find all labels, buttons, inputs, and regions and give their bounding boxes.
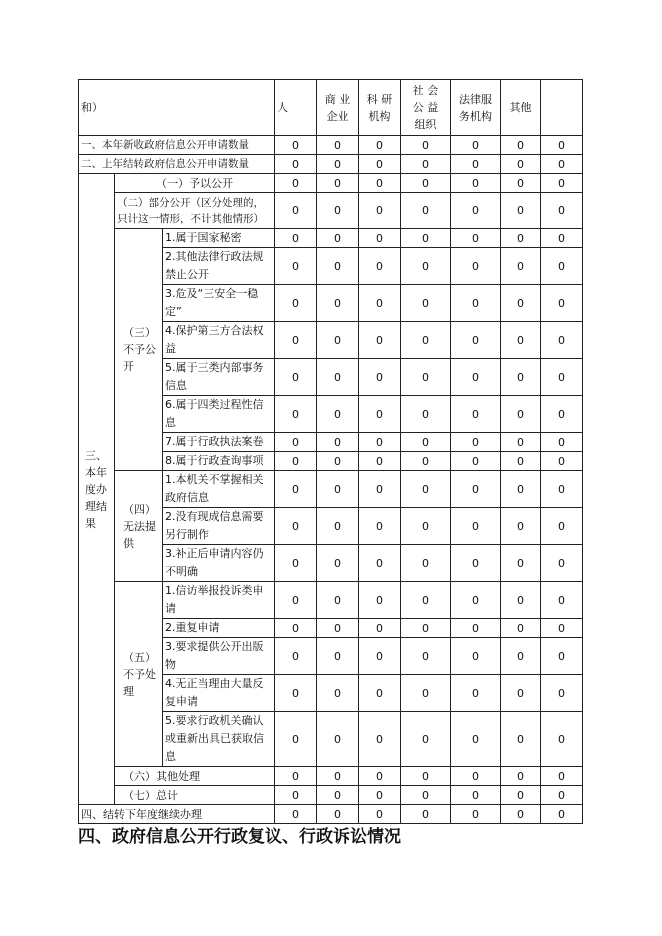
value-cell: 0 — [501, 619, 541, 638]
table-row — [79, 582, 583, 619]
value-cell: 0 — [541, 433, 583, 452]
value-cell: 0 — [401, 136, 451, 155]
row-label: 2.其他法律行政法规禁止公开 — [163, 248, 275, 285]
value-cell: 0 — [359, 285, 401, 322]
table-row — [79, 767, 583, 786]
value-cell: 0 — [317, 433, 359, 452]
value-cell: 0 — [359, 471, 401, 508]
value-cell: 0 — [501, 582, 541, 619]
value-cell: 0 — [275, 155, 317, 174]
table-row — [79, 471, 583, 508]
row-label: 四、结转下年度继续办理 — [79, 805, 275, 824]
value-cell: 0 — [401, 229, 451, 248]
value-cell: 0 — [451, 805, 501, 824]
value-cell: 0 — [541, 582, 583, 619]
value-cell: 0 — [541, 786, 583, 805]
value-cell: 0 — [501, 508, 541, 545]
value-cell: 0 — [451, 285, 501, 322]
value-cell: 0 — [275, 786, 317, 805]
value-cell: 0 — [359, 545, 401, 582]
value-cell: 0 — [501, 805, 541, 824]
value-cell: 0 — [451, 396, 501, 433]
value-cell: 0 — [275, 508, 317, 545]
value-cell: 0 — [451, 638, 501, 675]
value-cell: 0 — [401, 767, 451, 786]
value-cell: 0 — [541, 396, 583, 433]
value-cell: 0 — [451, 545, 501, 582]
value-cell: 0 — [317, 638, 359, 675]
value-cell: 0 — [451, 248, 501, 285]
value-cell: 0 — [317, 229, 359, 248]
value-cell: 0 — [317, 712, 359, 767]
value-cell: 0 — [359, 322, 401, 359]
value-cell: 0 — [275, 322, 317, 359]
value-cell: 0 — [541, 136, 583, 155]
value-cell: 0 — [451, 582, 501, 619]
row-label: 2.没有现成信息需要另行制作 — [163, 508, 275, 545]
value-cell: 0 — [401, 359, 451, 396]
value-cell: 0 — [541, 193, 583, 229]
row-label: 二、上年结转政府信息公开申请数量 — [79, 155, 275, 174]
row-label: （六）其他处理 — [115, 767, 275, 786]
value-cell: 0 — [541, 248, 583, 285]
value-cell: 0 — [501, 359, 541, 396]
table-row — [79, 193, 583, 229]
value-cell: 0 — [317, 767, 359, 786]
value-cell: 0 — [275, 675, 317, 712]
value-cell: 0 — [317, 193, 359, 229]
value-cell: 0 — [501, 545, 541, 582]
value-cell: 0 — [359, 767, 401, 786]
value-cell: 0 — [401, 285, 451, 322]
value-cell: 0 — [451, 229, 501, 248]
value-cell: 0 — [359, 155, 401, 174]
value-cell: 0 — [275, 712, 317, 767]
value-cell: 0 — [275, 638, 317, 675]
value-cell: 0 — [451, 193, 501, 229]
value-cell: 0 — [275, 359, 317, 396]
value-cell: 0 — [501, 174, 541, 193]
value-cell: 0 — [541, 471, 583, 508]
value-cell: 0 — [541, 229, 583, 248]
value-cell: 0 — [501, 396, 541, 433]
value-cell: 0 — [359, 786, 401, 805]
group-label: （三） 不予公 开 — [115, 229, 163, 471]
value-cell: 0 — [275, 767, 317, 786]
value-cell: 0 — [317, 136, 359, 155]
value-cell: 0 — [501, 712, 541, 767]
value-cell: 0 — [401, 508, 451, 545]
value-cell: 0 — [359, 174, 401, 193]
value-cell: 0 — [359, 396, 401, 433]
value-cell: 0 — [541, 508, 583, 545]
value-cell: 0 — [451, 136, 501, 155]
value-cell: 0 — [359, 805, 401, 824]
value-cell: 0 — [359, 136, 401, 155]
value-cell: 0 — [541, 805, 583, 824]
value-cell: 0 — [275, 396, 317, 433]
value-cell: 0 — [275, 433, 317, 452]
row-label: 8.属于行政查询事项 — [163, 452, 275, 471]
column-header: 人 — [275, 80, 317, 136]
value-cell: 0 — [359, 582, 401, 619]
value-cell: 0 — [317, 619, 359, 638]
value-cell: 0 — [401, 174, 451, 193]
value-cell: 0 — [317, 786, 359, 805]
value-cell: 0 — [401, 786, 451, 805]
value-cell: 0 — [401, 675, 451, 712]
value-cell: 0 — [317, 452, 359, 471]
value-cell: 0 — [401, 471, 451, 508]
value-cell: 0 — [317, 508, 359, 545]
value-cell: 0 — [275, 452, 317, 471]
value-cell: 0 — [359, 229, 401, 248]
value-cell: 0 — [359, 675, 401, 712]
table-row — [79, 80, 583, 136]
column-header — [541, 80, 583, 136]
value-cell: 0 — [501, 136, 541, 155]
row-label: （二）部分公开（区分处理的，只计这一情形，不计其他情形） — [115, 193, 275, 229]
table-row — [79, 786, 583, 805]
group-label: （五） 不予处 理 — [115, 582, 163, 767]
value-cell: 0 — [317, 582, 359, 619]
value-cell: 0 — [541, 619, 583, 638]
table-row — [79, 136, 583, 155]
value-cell: 0 — [501, 193, 541, 229]
value-cell: 0 — [317, 248, 359, 285]
value-cell: 0 — [541, 359, 583, 396]
value-cell: 0 — [451, 452, 501, 471]
row-label: 4.保护第三方合法权益 — [163, 322, 275, 359]
value-cell: 0 — [501, 452, 541, 471]
value-cell: 0 — [451, 322, 501, 359]
row-label: 1.本机关不掌握相关政府信息 — [163, 471, 275, 508]
value-cell: 0 — [401, 638, 451, 675]
value-cell: 0 — [451, 508, 501, 545]
value-cell: 0 — [541, 174, 583, 193]
value-cell: 0 — [451, 359, 501, 396]
result-group-label: 三、 本年 度办 理结 果 — [79, 174, 115, 805]
value-cell: 0 — [541, 285, 583, 322]
value-cell: 0 — [275, 193, 317, 229]
table-row — [79, 229, 583, 248]
value-cell: 0 — [359, 359, 401, 396]
value-cell: 0 — [401, 452, 451, 471]
value-cell: 0 — [275, 229, 317, 248]
column-header: 社 会 公 益 组织 — [401, 80, 451, 136]
value-cell: 0 — [501, 322, 541, 359]
value-cell: 0 — [401, 805, 451, 824]
value-cell: 0 — [401, 193, 451, 229]
row-label: 4.无正当理由大量反复申请 — [163, 675, 275, 712]
value-cell: 0 — [451, 619, 501, 638]
value-cell: 0 — [501, 471, 541, 508]
value-cell: 0 — [275, 174, 317, 193]
value-cell: 0 — [317, 359, 359, 396]
value-cell: 0 — [541, 712, 583, 767]
row-label: 3.要求提供公开出版物 — [163, 638, 275, 675]
value-cell: 0 — [317, 285, 359, 322]
value-cell: 0 — [317, 396, 359, 433]
value-cell: 0 — [275, 471, 317, 508]
value-cell: 0 — [317, 675, 359, 712]
value-cell: 0 — [275, 545, 317, 582]
value-cell: 0 — [451, 675, 501, 712]
row-label: 1.信访举报投诉类申请 — [163, 582, 275, 619]
value-cell: 0 — [275, 805, 317, 824]
column-header: 法律服 务机构 — [451, 80, 501, 136]
value-cell: 0 — [501, 638, 541, 675]
value-cell: 0 — [359, 712, 401, 767]
value-cell: 0 — [451, 174, 501, 193]
table-row — [79, 155, 583, 174]
value-cell: 0 — [501, 767, 541, 786]
value-cell: 0 — [359, 508, 401, 545]
value-cell: 0 — [401, 582, 451, 619]
row-label: 5.属于三类内部事务信息 — [163, 359, 275, 396]
value-cell: 0 — [359, 193, 401, 229]
value-cell: 0 — [501, 786, 541, 805]
value-cell: 0 — [359, 638, 401, 675]
value-cell: 0 — [317, 471, 359, 508]
value-cell: 0 — [401, 619, 451, 638]
value-cell: 0 — [317, 155, 359, 174]
value-cell: 0 — [451, 712, 501, 767]
row-label: 3.危及“三安全一稳定” — [163, 285, 275, 322]
row-label: 1.属于国家秘密 — [163, 229, 275, 248]
column-header: 科 研 机构 — [359, 80, 401, 136]
value-cell: 0 — [359, 433, 401, 452]
table-row — [79, 174, 583, 193]
value-cell: 0 — [541, 638, 583, 675]
value-cell: 0 — [541, 545, 583, 582]
header-corner: 和） — [79, 80, 275, 136]
row-label: 2.重复申请 — [163, 619, 275, 638]
value-cell: 0 — [541, 155, 583, 174]
value-cell: 0 — [359, 452, 401, 471]
value-cell: 0 — [275, 136, 317, 155]
value-cell: 0 — [317, 805, 359, 824]
value-cell: 0 — [401, 433, 451, 452]
column-header: 商 业 企业 — [317, 80, 359, 136]
value-cell: 0 — [451, 471, 501, 508]
row-label: 5.要求行政机关确认或重新出具已获取信息 — [163, 712, 275, 767]
value-cell: 0 — [451, 786, 501, 805]
value-cell: 0 — [275, 285, 317, 322]
row-label: 一、本年新收政府信息公开申请数量 — [79, 136, 275, 155]
value-cell: 0 — [541, 675, 583, 712]
value-cell: 0 — [401, 545, 451, 582]
row-label: （一）予以公开 — [115, 174, 275, 193]
value-cell: 0 — [401, 396, 451, 433]
section-heading: 四、政府信息公开行政复议、行政诉讼情况 — [78, 827, 401, 847]
value-cell: 0 — [401, 248, 451, 285]
value-cell: 0 — [501, 675, 541, 712]
value-cell: 0 — [541, 767, 583, 786]
value-cell: 0 — [317, 545, 359, 582]
table-row — [79, 805, 583, 824]
value-cell: 0 — [501, 248, 541, 285]
value-cell: 0 — [451, 767, 501, 786]
value-cell: 0 — [359, 248, 401, 285]
row-label: 6.属于四类过程性信息 — [163, 396, 275, 433]
row-label: 3.补正后申请内容仍不明确 — [163, 545, 275, 582]
value-cell: 0 — [501, 229, 541, 248]
value-cell: 0 — [451, 155, 501, 174]
value-cell: 0 — [541, 452, 583, 471]
value-cell: 0 — [317, 174, 359, 193]
value-cell: 0 — [401, 712, 451, 767]
row-label: 7.属于行政执法案卷 — [163, 433, 275, 452]
column-header: 其他 — [501, 80, 541, 136]
value-cell: 0 — [541, 322, 583, 359]
value-cell: 0 — [501, 155, 541, 174]
value-cell: 0 — [501, 433, 541, 452]
row-label: （七）总计 — [115, 786, 275, 805]
value-cell: 0 — [275, 582, 317, 619]
value-cell: 0 — [275, 248, 317, 285]
value-cell: 0 — [359, 619, 401, 638]
value-cell: 0 — [451, 433, 501, 452]
value-cell: 0 — [401, 155, 451, 174]
value-cell: 0 — [275, 619, 317, 638]
value-cell: 0 — [317, 322, 359, 359]
value-cell: 0 — [401, 322, 451, 359]
value-cell: 0 — [501, 285, 541, 322]
group-label: （四） 无法提 供 — [115, 471, 163, 582]
disclosure-stats-table — [78, 79, 583, 824]
